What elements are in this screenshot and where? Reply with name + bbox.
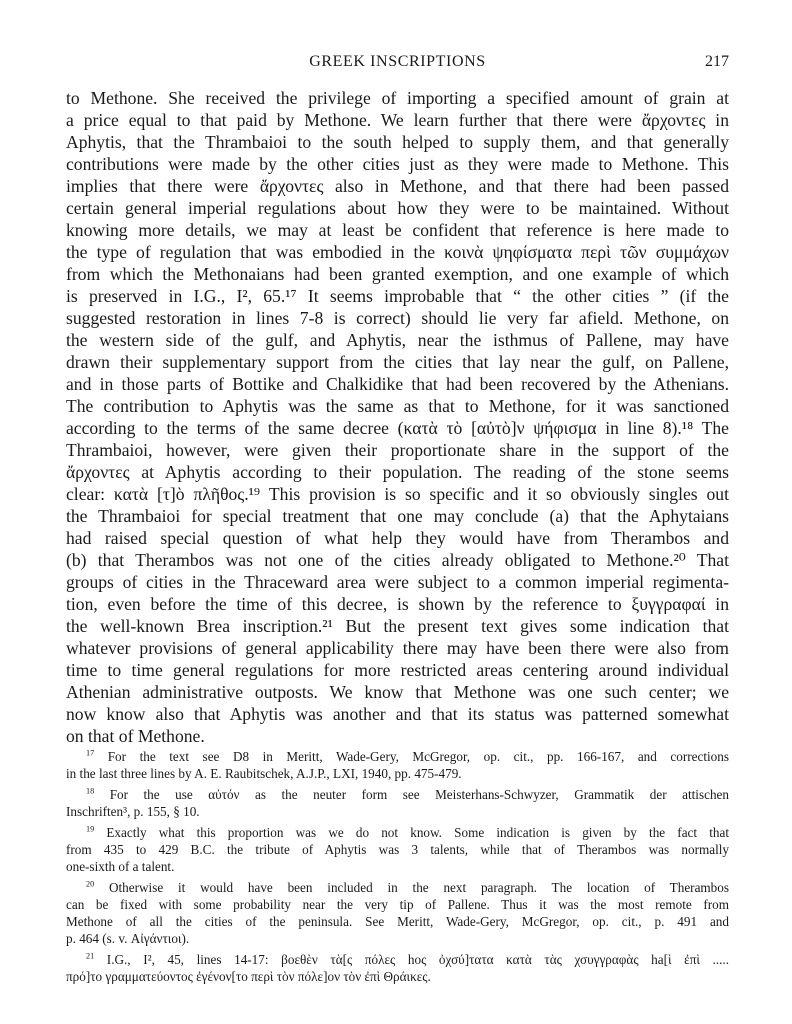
text-line: according to the terms of the same decree (κατὰ τὸ [αὐτὸ]ν ψήφισμα in line 8).¹⁸ The [66, 418, 729, 438]
footnote-line: $^{21}$ I.G., I², 45, lines 14-17: βοεθὲν τὰ[ς πόλες hος ὀχσύ]τατα κατὰ τὰς χσυγγραφὰς ha[ὶ ἐπὶ ..... [86, 951, 730, 967]
text-line: implies that there were ἄρχοντες also in Methone, and that there had been passed [66, 176, 729, 196]
text-line: ἄρχοντες at Aphytis according to their population. The reading of the stone seems [66, 462, 729, 482]
footnote-line: can be fixed with some probability near the very tip of Pallene. Thus it was the most remote from [66, 897, 729, 912]
text-line: certain general imperial regulations about how they were to be maintained. Without [66, 198, 729, 218]
text-line: the well-known Brea inscription.²¹ But the present text gives some indication that [66, 616, 729, 636]
footnote-line: $^{20}$ Otherwise it would have been included in the next paragraph. The location of Therambos [86, 879, 729, 895]
text-line: whatever provisions of general applicability there may have been there were also from [66, 638, 729, 658]
running-head: GREEK INSCRIPTIONS [309, 53, 486, 70]
text-line: had raised special question of what help they would have from Therambos and [66, 528, 729, 548]
text-line: Aphytis, that the Thrambaioi to the south helped to supply them, and that generally [66, 132, 729, 152]
text-line: Athenian administrative outposts. We know that Methone was one such center; we [66, 682, 729, 702]
footnote-line: Methone of all the cities of the peninsula. See Meritt, Wade-Gery, McGregor, op. cit., p. 491 and [66, 914, 729, 929]
footnote-line: πρό]το γραμματεύοντος ἐγένον[το περὶ τὸν πόλε]ον τὸν ἐπὶ Θράικες. [66, 969, 431, 984]
footnote-number: 17 [86, 748, 95, 758]
text-line: knowing more details, we may at least be confident that reference is here made to [66, 220, 729, 240]
text-line: groups of cities in the Thraceward area were subject to a common imperial regimenta- [66, 572, 729, 592]
footnote-line: $^{19}$ Exactly what this proportion was we do not know. Some indication is given by the fact that [86, 824, 730, 840]
footnote-17 [66, 748, 729, 782]
text-line: on that of Methone. [66, 726, 205, 746]
text-line: tion, even before the time of this decree, is shown by the reference to ξυγγραφαί in [66, 594, 729, 614]
footnotes [66, 748, 729, 985]
page-number: 217 [705, 53, 729, 70]
text-line: contributions were made by the other cities just as they were made to Methone. This [66, 154, 729, 174]
page-header [66, 46, 729, 72]
text-line: drawn their supplementary support from the cities that lay near the gulf, on Pallene, [66, 352, 729, 372]
footnote-number: 18 [86, 786, 95, 796]
text-line: the Thrambaioi for special treatment that one may conclude (a) that the Aphytaians [66, 506, 729, 526]
text-line: is preserved in I.G., I², 65.¹⁷ It seems improbable that “ the other cities ” (if the [66, 286, 729, 306]
footnote-number: 19 [86, 824, 95, 834]
text-line: to Methone. She received the privilege of importing a specified amount of grain at [66, 88, 729, 108]
text-line: the type of regulation that was embodied in the κοινὰ ψηφίσματα περὶ τῶν συμμάχων [66, 242, 729, 262]
footnote-21 [66, 951, 729, 985]
main-text [66, 87, 729, 747]
footnote-line: p. 464 (s. v. Αἰγάντιοι). [66, 931, 190, 946]
footnote-line: in the last three lines by A. E. Raubitschek, A.J.P., LXI, 1940, pp. 475-479. [66, 766, 462, 781]
footnote-20 [66, 879, 729, 947]
text-line: now know also that Aphytis was another and that its status was patterned somewhat [66, 704, 729, 724]
text-line: from which the Methonaians had been granted exemption, and one example of which [66, 264, 729, 284]
footnote-18 [66, 786, 729, 820]
text-line: the western side of the gulf, and Aphytis, near the isthmus of Pallene, may have [66, 330, 729, 350]
footnote-line: from 435 to 429 B.C. the tribute of Aphytis was 3 talents, while that of Therambos was normally [66, 842, 729, 857]
text-line: and in those parts of Bottike and Chalkidike that had been recovered by the Athenians. [66, 374, 729, 394]
text-line: suggested restoration in lines 7-8 is correct) should lie very far afield. Methone, on [66, 308, 729, 328]
footnote-number: 21 [86, 951, 95, 961]
footnote-line: one-sixth of a talent. [66, 859, 175, 874]
text-line: a price equal to that paid by Methone. We learn further that there were ἄρχοντες in [66, 110, 729, 130]
footnote-line: $^{17}$ For the text see D8 in Meritt, Wade-Gery, McGregor, op. cit., pp. 166-167, and corrections [86, 748, 729, 764]
text-line: time to time general regulations for more restricted areas centering around individual [66, 660, 729, 680]
footnote-line: Inschriften³, p. 155, § 10. [66, 804, 200, 819]
text-line: clear: κατὰ [τ]ὸ πλῆθος.¹⁹ This provision is so specific and it so obviously singles out [66, 484, 729, 504]
footnote-line: $^{18}$ For the use αὐτόν as the neuter form see Meisterhans-Schwyzer, Grammatik der attischen [86, 786, 729, 802]
text-line: The contribution to Aphytis was the same as that to Methone, for it was sanctioned [66, 396, 729, 416]
footnote-number: 20 [86, 879, 95, 889]
text-line: (b) that Therambos was not one of the cities already obligated to Methone.²⁰ That [66, 550, 729, 570]
text-line: Thrambaioi, however, were given their proportionate share in the support of the [66, 440, 729, 460]
footnote-19 [66, 824, 729, 875]
